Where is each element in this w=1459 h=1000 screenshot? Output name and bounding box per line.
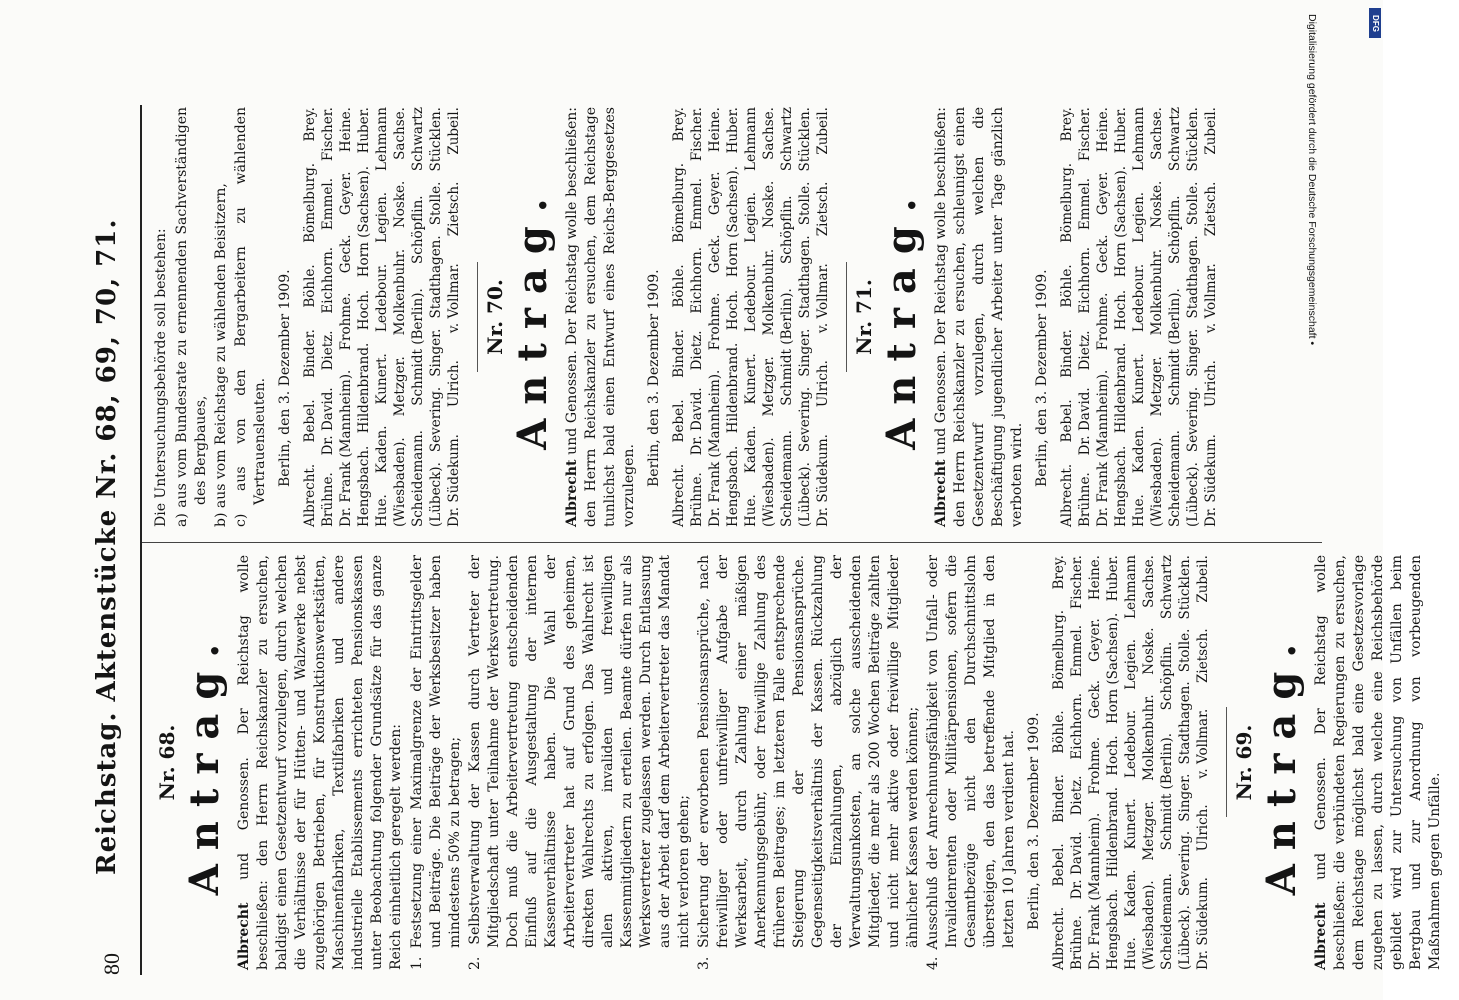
signer-name: Brey. [671, 107, 687, 142]
signer-name: Binder. [1059, 329, 1075, 378]
signer-name: Dr. David. [320, 387, 336, 456]
signer-name: Huber. [356, 107, 372, 154]
intro-text: und Genossen. Der Reichstag wolle beschließen: den Herrn Reichskanzler zu ersuchen, baldigst einen Gesetzentwurf vorzulegen, durch welchen die Verhältnisse der für Hütten- und Walzwerke nebst zugehörigen Betrieben, für Konstruktionswerkstätten, Maschinenfabriken, Textilfabriken und andere industrielle Etablissements errichteten Pensionskassen unter Beobachtung folgender Grundsätze für das ganze Reich einheitlich geregelt werden: [236, 554, 404, 970]
signer-name: Geyer. [1095, 171, 1111, 216]
signer-name: Bebel. [1051, 843, 1067, 887]
signer-name: Heine. [1087, 555, 1103, 601]
signer-name: Scheidemann. [1167, 430, 1183, 527]
signer-name: Singer. [1185, 328, 1201, 377]
signer-name: Metzger. [1141, 800, 1157, 861]
motion-date: Berlin, den 3. Dezember 1909. [1034, 269, 1050, 487]
signer-name: Zietsch. [1195, 628, 1211, 683]
signer-name: (Wiesbaden). [1141, 880, 1157, 970]
list-item: a) aus vom Bundesrate zu ernennenden Sachverständigen des Bergbaues, [174, 107, 209, 527]
signer-name: Severing. [797, 386, 813, 453]
intro-text: und Genossen. Der Reichstag wolle beschließen: den Herrn Reichskanzler zu ersuchen, dem Reichstage tunlichst bald einen Entwurf eines Reichs-Berggesetzes vorzulegen. [564, 107, 637, 527]
signer-name: Böhle. [671, 264, 687, 308]
signer-row [778, 107, 796, 527]
signer-name: Heine. [707, 107, 723, 153]
signer-name: Legien. [1131, 191, 1147, 243]
list-item: 3. Sicherung der erworbenen Pensionsansprüche, nach freiwilliger oder unfreiwilliger Aufgabe der Werksarbeit, durch Zahlung einer mäßigen Anerkennungsgebühr, oder freiwillige Zahlung des früheren Beitrages; im letzteren Falle entsprechende Steigerung der Pensionsansprüche. Gegenseitigkeitsverhältnis der Kassen. Rückzahlung der Einzahlungen, abzüglich der Verwaltungsunkosten, an solche ausscheidenden Mitglieder, die mehr als 200 Wochen Beiträge zahlten und nicht mehr aktive oder freiwillige Mitglieder ähnlicher Kassen werden können; [696, 555, 921, 970]
signer-name: Metzger. [392, 356, 408, 417]
signer-name: Kaden. [743, 425, 759, 474]
signer-row [670, 107, 688, 527]
signer-name: Singer. [797, 328, 813, 377]
signer-name: Severing. [428, 386, 444, 453]
signer-name: Lehmann [374, 107, 390, 171]
signer-row [355, 107, 373, 527]
signer-row [391, 107, 409, 527]
motion-heading: Antrag. [1258, 629, 1305, 896]
motion-number: Nr. 70. [483, 279, 507, 355]
signer-name: Eichhorn. [689, 246, 705, 314]
signer-name: Ulrich. [1203, 360, 1219, 408]
signer-name: Kunert. [743, 353, 759, 405]
signer-name: Fischer. [320, 107, 336, 162]
dfg-logo: DFG [1369, 8, 1381, 38]
signer-row [1158, 555, 1176, 970]
mover-name: Albrecht [236, 902, 252, 970]
signer-name: Schwartz [1167, 107, 1183, 172]
signer-name: Stolle. [1177, 628, 1193, 673]
signer-row [1140, 555, 1158, 970]
signer-name: Stücklen. [797, 107, 813, 172]
signer-name: Stadthagen. [428, 235, 444, 319]
signer-name: Kaden. [374, 425, 390, 474]
signer-name: Bömelburg. [1059, 162, 1075, 243]
signer-name: Geyer. [1087, 618, 1103, 662]
signer-name: Böhle. [1051, 710, 1067, 754]
signer-name: Huber. [1113, 107, 1129, 154]
signer-row [409, 107, 427, 527]
signer-name: Albrecht. [302, 463, 318, 527]
running-title: Reichstag. Aktenstücke Nr. 68, 69, 70, 71. [92, 218, 122, 875]
signer-name: Horn (Sachsen). [356, 165, 372, 278]
signer-name: Kunert. [1123, 798, 1139, 850]
signer-name: Brühne. [320, 472, 336, 527]
signer-name: Molkenbuhr. [1141, 694, 1157, 781]
signer-name: Bömelburg. [1051, 609, 1067, 690]
signer-name: Dr. Frank (Mannheim). [1087, 812, 1103, 970]
motion-intro [563, 107, 639, 527]
signer-name: Kunert. [374, 353, 390, 405]
signer-name: Frohme. [338, 292, 354, 351]
signer-name: Zubeil. [815, 107, 831, 155]
list-item: c) aus von den Bergarbeitern zu wählenden Vertrauensleuten. [233, 107, 268, 527]
signer-name: Binder. [1051, 774, 1067, 823]
signer-name: Huber. [725, 107, 741, 154]
signer-name: Hue. [374, 494, 390, 527]
signer-row [1130, 107, 1148, 527]
signer-name: Dr. Südekum. [1203, 434, 1219, 527]
motion-date: Berlin, den 3. Dezember 1909. [1026, 712, 1042, 930]
signer-name: v. Vollmar. [815, 263, 831, 334]
signer-name: Legien. [374, 191, 390, 243]
mover-name: Albrecht [1313, 902, 1329, 970]
signer-name: Dr. Südekum. [1195, 877, 1211, 970]
signer-row [337, 107, 355, 527]
signer-name: (Wiesbaden). [1149, 437, 1165, 527]
signer-name: Brühne. [1077, 472, 1093, 527]
signer-row [1058, 107, 1076, 527]
signer-name: Geck. [1087, 679, 1103, 719]
signer-name: Hue. [1123, 937, 1139, 970]
signer-name: Noske. [1141, 627, 1157, 675]
signer-name: Singer. [1177, 773, 1193, 822]
signer-name: Noske. [1149, 180, 1165, 229]
signer-row [445, 107, 463, 527]
signer-name: Singer. [428, 328, 444, 377]
signer-name: Schmidt (Berlin). [779, 288, 795, 406]
motion-68 [155, 554, 1212, 970]
list-item: b) aus vom Reichstage zu wählenden Beisitzern, [213, 183, 229, 527]
signer-name: Molkenbuhr. [392, 248, 408, 336]
motion-intro [932, 107, 1027, 527]
signer-name: Brey. [302, 107, 318, 142]
signer-row [319, 107, 337, 527]
signer-name: Schöpflin. [1159, 641, 1175, 711]
signer-name: Sachse. [1149, 107, 1165, 160]
signer-name: Severing. [1185, 386, 1201, 453]
motion-intro [235, 555, 406, 970]
signer-name: Noske. [761, 180, 777, 229]
signer-name: Dietz. [1069, 775, 1085, 816]
mover-name: Albrecht [933, 459, 949, 527]
signer-name: Brühne. [689, 472, 705, 527]
motion-number: Nr. 71. [852, 279, 876, 355]
signer-name: Geck. [1095, 234, 1111, 274]
signer-name: Zietsch. [815, 181, 831, 237]
signer-name: Fischer. [1069, 555, 1085, 610]
signer-name: Schmidt (Berlin). [1167, 288, 1183, 406]
signer-name: Geck. [707, 234, 723, 274]
signer-name: Severing. [1177, 830, 1193, 897]
motion-date: Berlin, den 3. Dezember 1909. [277, 269, 293, 487]
signer-name: Emmel. [320, 178, 336, 231]
signer-name: Dr. David. [689, 387, 705, 456]
intro-text: und Genossen. Der Reichstag wolle beschließen: die verbündeten Regierungen zu ersuchen, dem Reichstage möglichst bald eine Gesetzesvorlage zugehen zu lassen, durch welche eine Reichsbehörde gebildet wird zur Untersuchung von Unfällen beim Bergbau und zur Anordnung von vorbeugenden Maßnahmen gegen Unfälle. [1313, 554, 1443, 970]
signer-name: Molkenbuhr. [1149, 248, 1165, 336]
signer-name: Metzger. [761, 356, 777, 417]
intro-text: und Genossen. Der Reichstag wolle beschließen: den Herrn Reichskanzler zu ersuchen, schleunigst einen Gesetzentwurf vorzulegen, durch welchen die Beschäftigung jugendlicher Arbeiter unter Tage gänzlich verboten wird. [933, 107, 1025, 527]
signer-row [301, 107, 319, 527]
list-item: 4. Ausschluß der Anrechnungsfähigkeit von Unfall- oder Invalidenrenten oder Militärpensionen, sofern die Gesamtbezüge nicht den Durchschnittslohn übersteigen, den das betreffende Mitglied in den letzten 10 Jahren verdient hat. [925, 555, 1017, 970]
signer-name: Schöpflin. [410, 195, 426, 264]
signer-name: Dr. David. [1069, 831, 1085, 900]
signer-name: Zubeil. [1203, 107, 1219, 155]
signer-name: Huber. [1105, 555, 1121, 602]
signer-name: Hengsbach. [725, 445, 741, 527]
signer-row [427, 107, 445, 527]
signer-name: Albrecht. [1051, 906, 1067, 970]
signer-name: v. Vollmar. [446, 263, 462, 334]
signer-name: Dr. Südekum. [815, 434, 831, 527]
signer-name: Stücklen. [1185, 107, 1201, 172]
signer-name: Kaden. [1131, 425, 1147, 474]
signer-name: Lehmann [1123, 555, 1139, 619]
signer-name: Horn (Sachsen). [1113, 165, 1129, 278]
signer-name: Ledebour. [743, 263, 759, 333]
signer-name: Hue. [743, 494, 759, 527]
signer-name: Stadthagen. [1177, 681, 1193, 765]
signer-row [706, 107, 724, 527]
signer-row [1176, 555, 1194, 970]
signer-row [373, 107, 391, 527]
signer-name: Emmel. [689, 178, 705, 231]
signer-name: Bömelburg. [671, 162, 687, 243]
signer-name: Schmidt (Berlin). [1159, 732, 1175, 851]
signer-name: Fischer. [689, 107, 705, 162]
mover-name: Albrecht [564, 459, 580, 527]
signer-row [760, 107, 778, 527]
motion-heading: Antrag. [181, 629, 228, 896]
digitization-note: Digitalisierung gefördert durch die Deutsche Forschungsgemeinschaft • [1306, 14, 1318, 346]
signer-name: (Wiesbaden). [761, 437, 777, 527]
signer-row [1112, 107, 1130, 527]
signer-name: (Lübeck). [1185, 462, 1201, 527]
signer-row [724, 107, 742, 527]
signer-name: Zietsch. [446, 181, 462, 237]
signer-name: Sachse. [761, 107, 777, 160]
signer-name: v. Vollmar. [1195, 708, 1211, 779]
left-column [152, 555, 1459, 970]
signer-name: Frohme. [1087, 736, 1103, 795]
signer-name: Hoch. [1113, 289, 1129, 331]
signer-name: Geyer. [707, 171, 723, 216]
signer-name: Stolle. [797, 181, 813, 226]
signer-row [814, 107, 832, 527]
signer-name: Scheidemann. [779, 430, 795, 527]
rotated-page [80, 25, 1443, 975]
signer-list [670, 107, 832, 527]
signer-name: Kaden. [1123, 869, 1139, 918]
header-rule [140, 105, 142, 975]
signer-list [1058, 107, 1220, 527]
signer-row [1184, 107, 1202, 527]
signer-name: (Wiesbaden). [392, 437, 408, 527]
signer-name: Schmidt (Berlin). [410, 288, 426, 406]
signer-name: (Lübeck). [797, 462, 813, 527]
signer-name: Schwartz [410, 107, 426, 172]
signer-row [1202, 107, 1220, 527]
signer-row [796, 107, 814, 527]
signer-name: Ulrich. [815, 360, 831, 408]
signer-name: v. Vollmar. [1203, 263, 1219, 334]
signer-name: Dietz. [689, 330, 705, 371]
column-divider [142, 542, 1322, 543]
signer-name: Legien. [743, 191, 759, 243]
signer-name: Ledebour. [1131, 263, 1147, 333]
signer-row [1050, 555, 1068, 970]
motion-70 [483, 107, 832, 527]
signer-name: Heine. [338, 107, 354, 153]
signer-name: Böhle. [1059, 264, 1075, 308]
signer-row [1068, 555, 1086, 970]
signer-name: Zietsch. [1203, 181, 1219, 237]
signer-name: Eichhorn. [1069, 692, 1085, 760]
page-number: 80 [99, 953, 124, 975]
signer-name: Brey. [1059, 107, 1075, 142]
motion-number: Nr. 68. [155, 724, 179, 801]
signer-name: Brühne. [1069, 915, 1085, 970]
signer-name: Lehmann [1131, 107, 1147, 171]
signer-name: Albrecht. [671, 463, 687, 527]
signer-name: Horn (Sachsen). [1105, 612, 1121, 725]
signer-name: Schöpflin. [1167, 195, 1183, 264]
signer-name: Schwartz [1159, 555, 1175, 620]
signer-name: Ledebour. [374, 263, 390, 333]
signer-name: Horn (Sachsen). [725, 165, 741, 278]
signer-name: Molkenbuhr. [761, 248, 777, 336]
signer-name: Fischer. [1077, 107, 1093, 162]
motion-date: Berlin, den 3. Dezember 1909. [646, 269, 662, 487]
signer-name: Heine. [1095, 107, 1111, 153]
signer-name: Stücklen. [1177, 555, 1193, 620]
signer-name: Ulrich. [1195, 804, 1211, 852]
signer-name: Schwartz [779, 107, 795, 172]
signer-row [1148, 107, 1166, 527]
signer-name: Hengsbach. [1113, 445, 1129, 527]
motion-continuation: Die Untersuchungsbehörde soll bestehen: [153, 228, 169, 527]
motion-intro [1312, 555, 1445, 970]
signer-name: Brey. [1051, 555, 1067, 590]
signer-name: Bebel. [302, 399, 318, 443]
signer-name: Stadthagen. [1185, 235, 1201, 319]
motion-heading: Antrag. [878, 184, 925, 450]
signer-name: Hengsbach. [356, 445, 372, 527]
motion-69-continued [152, 107, 463, 527]
signer-name: Schöpflin. [779, 195, 795, 264]
motion-69 [1232, 554, 1445, 970]
signer-row [1076, 107, 1094, 527]
signer-name: Hoch. [356, 289, 372, 331]
motion-71 [852, 107, 1220, 527]
signer-row [1094, 107, 1112, 527]
signer-name: Scheidemann. [1159, 873, 1175, 970]
signer-name: Geyer. [338, 171, 354, 216]
signer-list [1050, 555, 1212, 970]
signer-list [301, 107, 463, 527]
motion-number: Nr. 69. [1232, 724, 1256, 801]
signer-name: Bebel. [1059, 399, 1075, 443]
section-rule [477, 262, 478, 372]
signer-name: Stadthagen. [797, 235, 813, 319]
signer-name: Geck. [338, 234, 354, 274]
signer-name: Dietz. [1077, 330, 1093, 371]
signer-name: Emmel. [1069, 625, 1085, 678]
signer-name: Dr. Frank (Mannheim). [338, 369, 354, 527]
signer-name: (Lübeck). [428, 462, 444, 527]
signer-name: Sachse. [1141, 555, 1157, 608]
signer-name: Albrecht. [1059, 463, 1075, 527]
signer-row [1104, 555, 1122, 970]
signer-name: Eichhorn. [320, 246, 336, 314]
signer-row [1166, 107, 1184, 527]
motion-heading: Antrag. [509, 184, 556, 450]
signer-name: Lehmann [743, 107, 759, 171]
signer-name: Stolle. [428, 181, 444, 226]
signer-row [1122, 555, 1140, 970]
signer-row [1086, 555, 1104, 970]
signer-name: Frohme. [1095, 292, 1111, 351]
signer-name: Binder. [671, 329, 687, 378]
signer-name: Zubeil. [446, 107, 462, 155]
signer-name: Bömelburg. [302, 162, 318, 243]
signer-name: Zubeil. [1195, 555, 1211, 603]
signer-name: Dietz. [320, 330, 336, 371]
signer-name: Hue. [1131, 494, 1147, 527]
list-item: 1. Festsetzung einer Maximalgrenze der Eintrittsgelder und Beiträge. Die Beiträge der Werksbesitzer haben mindestens 50% zu betragen; [409, 555, 463, 970]
signer-name: Hildenbrand. [725, 342, 741, 434]
section-rule [1226, 708, 1227, 818]
signer-name: Binder. [302, 329, 318, 378]
signer-name: Ledebour. [1123, 709, 1139, 779]
signer-name: Hoch. [1105, 735, 1121, 776]
signer-name: Dr. Südekum. [446, 434, 462, 527]
signer-name: Hildenbrand. [356, 342, 372, 434]
signer-name: Frohme. [707, 292, 723, 351]
signer-row [688, 107, 706, 527]
signer-name: Dr. David. [1077, 387, 1093, 456]
signer-name: Stücklen. [428, 107, 444, 172]
signer-name: Dr. Frank (Mannheim). [707, 369, 723, 527]
signer-name: Hoch. [725, 289, 741, 331]
signer-name: Stolle. [1185, 181, 1201, 226]
signer-name: Hengsbach. [1105, 888, 1121, 970]
signer-name: Sachse. [392, 107, 408, 160]
signer-name: Emmel. [1077, 178, 1093, 231]
section-rule [846, 262, 847, 372]
signer-name: Ulrich. [446, 360, 462, 408]
signer-row [742, 107, 760, 527]
signer-row [1194, 555, 1212, 970]
signer-name: Böhle. [302, 264, 318, 308]
signer-name: Metzger. [1149, 356, 1165, 417]
signer-name: Legien. [1123, 638, 1139, 690]
signer-name: (Lübeck). [1177, 905, 1193, 970]
signer-name: Bebel. [671, 399, 687, 443]
signer-name: Noske. [392, 180, 408, 229]
signer-name: Dr. Frank (Mannheim). [1095, 369, 1111, 527]
signer-name: Hildenbrand. [1105, 786, 1121, 878]
signer-name: Hildenbrand. [1113, 342, 1129, 434]
signer-name: Kunert. [1131, 353, 1147, 405]
list-item: 2. Selbstverwaltung der Kassen durch Vertreter der Mitgliedschaft unter Teilnahme der Werksvertretung. Doch muß die Arbeitervertretung entscheidenden Einfluß auf die Ausgestaltung der internen Kassenverhältnisse haben. Die Wahl der Arbeitervertreter hat auf Grund des geheimen, direkten Wahlrechts zu erfolgen. Das Wahlrecht ist allen aktiven, invaliden und freiwilligen Kassenmitgliedern zu erteilen. Beamte dürfen nur als Werksvertreter zugelassen werden. Durch Entlassung aus der Arbeit darf dem Arbeitervertreter das Mandat nicht verloren gehen; [467, 555, 692, 970]
signer-name: Eichhorn. [1077, 246, 1093, 314]
signer-name: Scheidemann. [410, 430, 426, 527]
right-column [152, 107, 1234, 527]
